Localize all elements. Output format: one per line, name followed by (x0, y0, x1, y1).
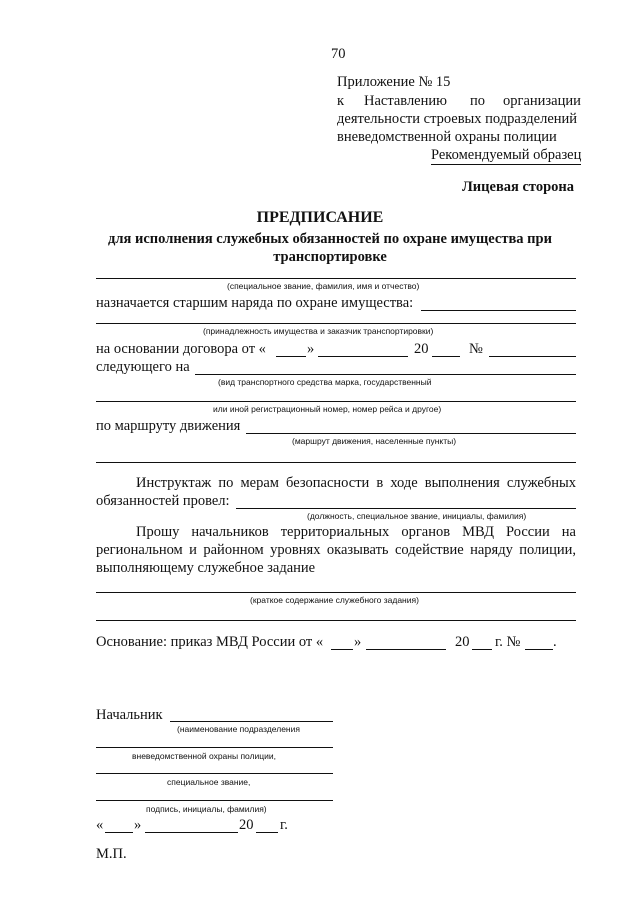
basis-label: Основание: приказ МВД России от « (96, 634, 324, 650)
date-g: г. (280, 817, 288, 833)
briefing-line-2: обязанностей провел: (96, 493, 230, 509)
basis-year-line (472, 649, 492, 650)
contract-year-prefix: 20 (414, 341, 429, 357)
following-label: следующего на (96, 359, 190, 375)
document-subtitle-2: транспортировке (273, 249, 387, 265)
caption-unit-name-2: вневедомственной охраны полиции, (132, 751, 277, 761)
contract-day-line (276, 356, 306, 357)
ownership-line (96, 323, 576, 324)
caption-vehicle-2: или иной регистрационный номер, номер рейса и другое) (213, 404, 442, 414)
caption-unit-name: (наименование подразделения (177, 724, 300, 734)
caption-position: (должность, специальное звание, инициалы, фамилия) (307, 511, 527, 521)
basis-number-label: г. № (495, 634, 521, 650)
appendix-line-3: вневедомственной охраны полиции (337, 129, 557, 145)
date-year-prefix: 20 (239, 817, 254, 833)
date-quote-close: » (134, 817, 142, 833)
rank-line (96, 773, 333, 774)
document-title: ПРЕДПИСАНИЕ (256, 209, 384, 226)
caption-vehicle: (вид транспортного средства марка, государственный (218, 377, 432, 387)
document-subtitle-1: для исполнения служебных обязанностей по охране имущества при (108, 231, 552, 247)
contract-month-line (318, 356, 408, 357)
date-quote-open: « (96, 817, 104, 833)
appointed-label: назначается старшим наряда по охране имущества: (96, 295, 414, 311)
contract-number-line (489, 356, 576, 357)
basis-month-line (366, 649, 446, 650)
caption-route: (маршрут движения, населенные пункты) (292, 436, 457, 446)
date-month-line (145, 832, 238, 833)
appendix-word-1: Наставлению (364, 93, 447, 109)
task-line (96, 592, 576, 593)
chief-fill-line (170, 721, 333, 722)
date-year-line (256, 832, 278, 833)
contract-number-sign: № (469, 341, 483, 357)
appendix-word-2: по (470, 93, 486, 109)
contract-label: на основании договора от « (96, 341, 266, 357)
appointed-fill-line (421, 310, 576, 311)
request-line-1: Прошу начальников территориальных органов МВД России на (136, 524, 576, 540)
briefing-fill-line (236, 508, 576, 509)
date-day-line (105, 832, 133, 833)
signature-line (96, 800, 333, 801)
route-line (246, 433, 576, 434)
side-label: Лицевая сторона (462, 179, 575, 195)
basis-quote-close: » (354, 634, 362, 650)
appendix-title: Приложение № 15 (337, 74, 451, 90)
basis-number-line (525, 649, 553, 650)
appendix-line-2: деятельности строевых подразделений (337, 111, 578, 127)
request-line-2: региональном и районном уровнях оказывать содействие наряду полиции, (96, 542, 576, 558)
contract-quote-close: » (307, 341, 315, 357)
page-number: 70 (331, 46, 346, 62)
route-label: по маршруту движения (96, 418, 241, 434)
briefing-line-1: Инструктаж по мерам безопасности в ходе выполнения служебных (136, 475, 576, 491)
vehicle-line (195, 374, 576, 375)
vehicle-line-2 (96, 401, 576, 402)
contract-year-line (432, 356, 460, 357)
chief-label: Начальник (96, 707, 163, 723)
basis-year-prefix: 20 (455, 634, 470, 650)
recommended-sample: Рекомендуемый образец (431, 147, 582, 163)
basis-period: . (553, 634, 557, 650)
caption-rank: специальное звание, (167, 777, 251, 787)
caption-rank-name: (специальное звание, фамилия, имя и отчество) (227, 281, 420, 291)
basis-day-line (331, 649, 353, 650)
caption-signature: подпись, инициалы, фамилия) (146, 804, 267, 814)
caption-ownership: (принадлежность имущества и заказчик транспортировки) (203, 326, 434, 336)
request-line-3: выполняющему служебное задание (96, 560, 316, 576)
route-line-2 (96, 462, 576, 463)
appendix-k: к (337, 93, 345, 109)
stamp-place: М.П. (96, 846, 127, 862)
caption-task: (краткое содержание служебного задания) (250, 595, 419, 605)
rank-name-line (96, 278, 576, 279)
unit-line (96, 747, 333, 748)
task-line-2 (96, 620, 576, 621)
appendix-word-3: организации (503, 93, 581, 109)
